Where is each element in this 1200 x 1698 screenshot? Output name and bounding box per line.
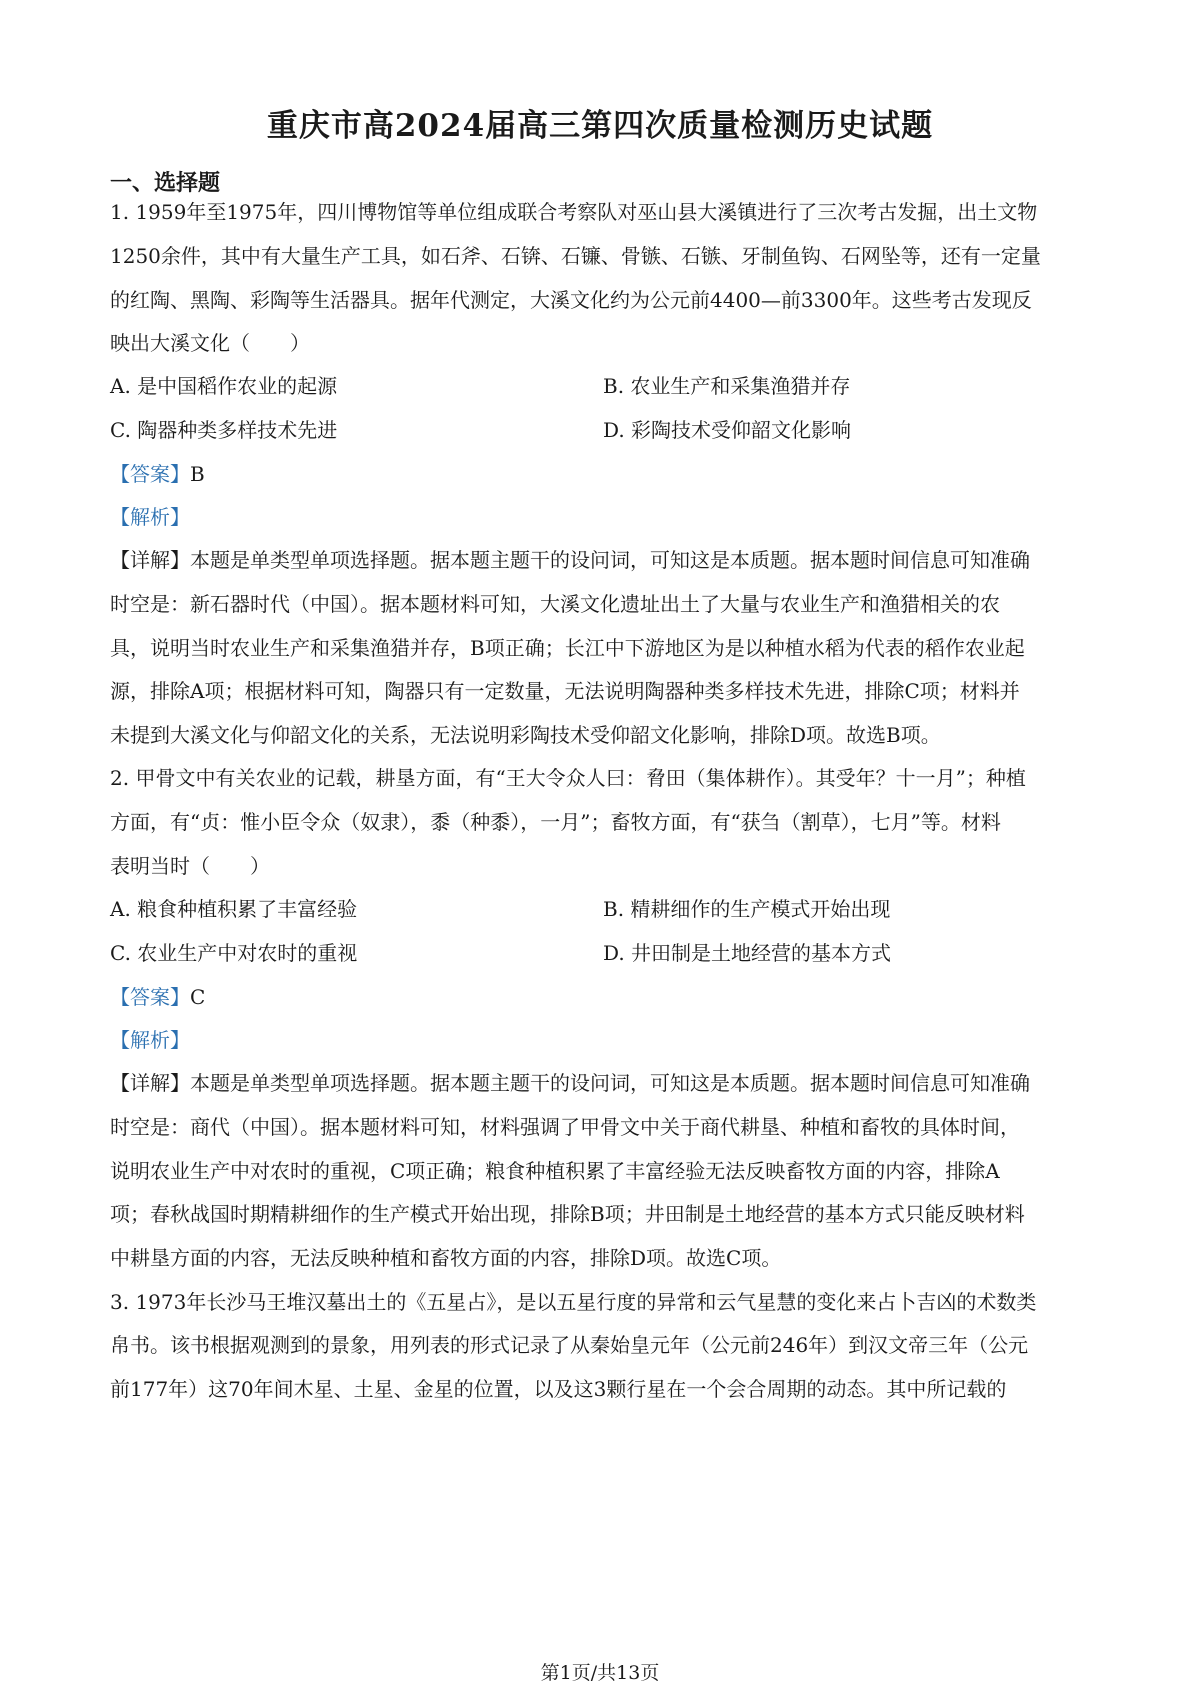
section-heading: 一、选择题 bbox=[110, 170, 221, 196]
q2-option-d: D. 井田制是土地经营的基本方式 bbox=[603, 941, 892, 965]
exam-title: 重庆市高2024届高三第四次质量检测历史试题 bbox=[266, 108, 934, 144]
q1-option-a: A. 是中国稻作农业的起源 bbox=[110, 374, 338, 398]
detail-tag: 【详解】 bbox=[110, 548, 190, 572]
q2-answer bbox=[110, 981, 1110, 1010]
q3-stem-line: 3. 1973年长沙马王堆汉墓出土的《五星占》，是以五星行度的异常和云气星慧的变化来占卜吉凶的术数类 bbox=[110, 1290, 1037, 1314]
q1-detail-line: 未提到大溪文化与仰韶文化的关系，无法说明彩陶技术受仰韶文化影响，排除D项。故选B项。 bbox=[110, 723, 941, 747]
q1-option-b: B. 农业生产和采集渔猎并存 bbox=[603, 374, 851, 398]
q1-detail-line bbox=[110, 544, 1110, 573]
detail-text: 本题是单类型单项选择题。据本题主题干的设问词，可知这是本质题。据本题时间信息可知准确 bbox=[190, 1071, 1030, 1095]
q1-detail-line: 时空是：新石器时代（中国）。据本题材料可知，大溪文化遗址出土了大量与农业生产和渔猎相关的农 bbox=[110, 592, 1000, 616]
detail-tag: 【详解】 bbox=[110, 1071, 190, 1095]
q1-detail-line: 源，排除A项；根据材料可知，陶器只有一定数量，无法说明陶器种类多样技术先进，排除C项；材料并 bbox=[110, 679, 1020, 703]
q1-answer bbox=[110, 458, 1110, 487]
q2-stem-line: 方面，有“贞：惟小臣令众（奴隶），黍（种黍），一月”；畜牧方面，有“获刍（割草），七月”等。材料 bbox=[110, 810, 1001, 834]
answer-tag: 【答案】 bbox=[110, 462, 190, 486]
q1-stem-line: 1. 1959年至1975年，四川博物馆等单位组成联合考察队对巫山县大溪镇进行了三次考古发掘，出土文物 bbox=[110, 200, 1038, 224]
q3-stem-line: 帛书。该书根据观测到的景象，用列表的形式记录了从秦始皇元年（公元前246年）到汉文帝三年（公元 bbox=[110, 1333, 1029, 1357]
q1-option-d: D. 彩陶技术受仰韶文化影响 bbox=[603, 418, 852, 442]
q2-detail-line: 项；春秋战国时期精耕细作的生产模式开始出现，排除B项；井田制是土地经营的基本方式只能反映材料 bbox=[110, 1202, 1025, 1226]
detail-text: 本题是单类型单项选择题。据本题主题干的设问词，可知这是本质题。据本题时间信息可知准确 bbox=[190, 548, 1030, 572]
q1-detail-line: 具，说明当时农业生产和采集渔猎并存，B项正确；长江中下游地区为是以种植水稻为代表的稻作农业起 bbox=[110, 636, 1025, 660]
q3-stem-line: 前177年）这70年间木星、土星、金星的位置，以及这3颗行星在一个会合周期的动态。其中所记载的 bbox=[110, 1377, 1007, 1401]
q2-detail-line: 时空是：商代（中国）。据本题材料可知，材料强调了甲骨文中关于商代耕垦、种植和畜牧的具体时间， bbox=[110, 1115, 1020, 1139]
q2-option-b: B. 精耕细作的生产模式开始出现 bbox=[603, 897, 891, 921]
answer-value: C bbox=[190, 985, 206, 1009]
q2-detail-line: 说明农业生产中对农时的重视，C项正确；粮食种植积累了丰富经验无法反映畜牧方面的内容，排除A bbox=[110, 1159, 1000, 1183]
q2-option-c: C. 农业生产中对农时的重视 bbox=[110, 941, 358, 965]
answer-tag: 【答案】 bbox=[110, 985, 190, 1009]
q1-stem-line: 映出大溪文化（ ） bbox=[110, 331, 310, 355]
q2-stem-line: 2. 甲骨文中有关农业的记载，耕垦方面，有“王大令众人曰：脅田（集体耕作）。其受年？十一月”；种植 bbox=[110, 766, 1026, 790]
q2-detail-line bbox=[110, 1067, 1110, 1096]
q2-detail-line: 中耕垦方面的内容，无法反映种植和畜牧方面的内容，排除D项。故选C项。 bbox=[110, 1246, 782, 1270]
q1-stem-line: 1250余件，其中有大量生产工具，如石斧、石锛、石镰、骨镞、石镞、牙制鱼钩、石网坠等，还有一定量 bbox=[110, 244, 1041, 268]
q2-analysis-tag: 【解析】 bbox=[110, 1028, 190, 1052]
q1-stem-line: 的红陶、黑陶、彩陶等生活器具。据年代测定，大溪文化约为公元前4400—前3300年。这些考古发现反 bbox=[110, 288, 1032, 312]
page-footer: 第1页/共13页 bbox=[540, 1662, 660, 1684]
q2-stem-line: 表明当时（ ） bbox=[110, 854, 270, 878]
q1-analysis-tag: 【解析】 bbox=[110, 505, 190, 529]
q1-option-c: C. 陶器种类多样技术先进 bbox=[110, 418, 338, 442]
answer-value: B bbox=[190, 462, 205, 486]
q2-option-a: A. 粮食种植积累了丰富经验 bbox=[110, 897, 358, 921]
